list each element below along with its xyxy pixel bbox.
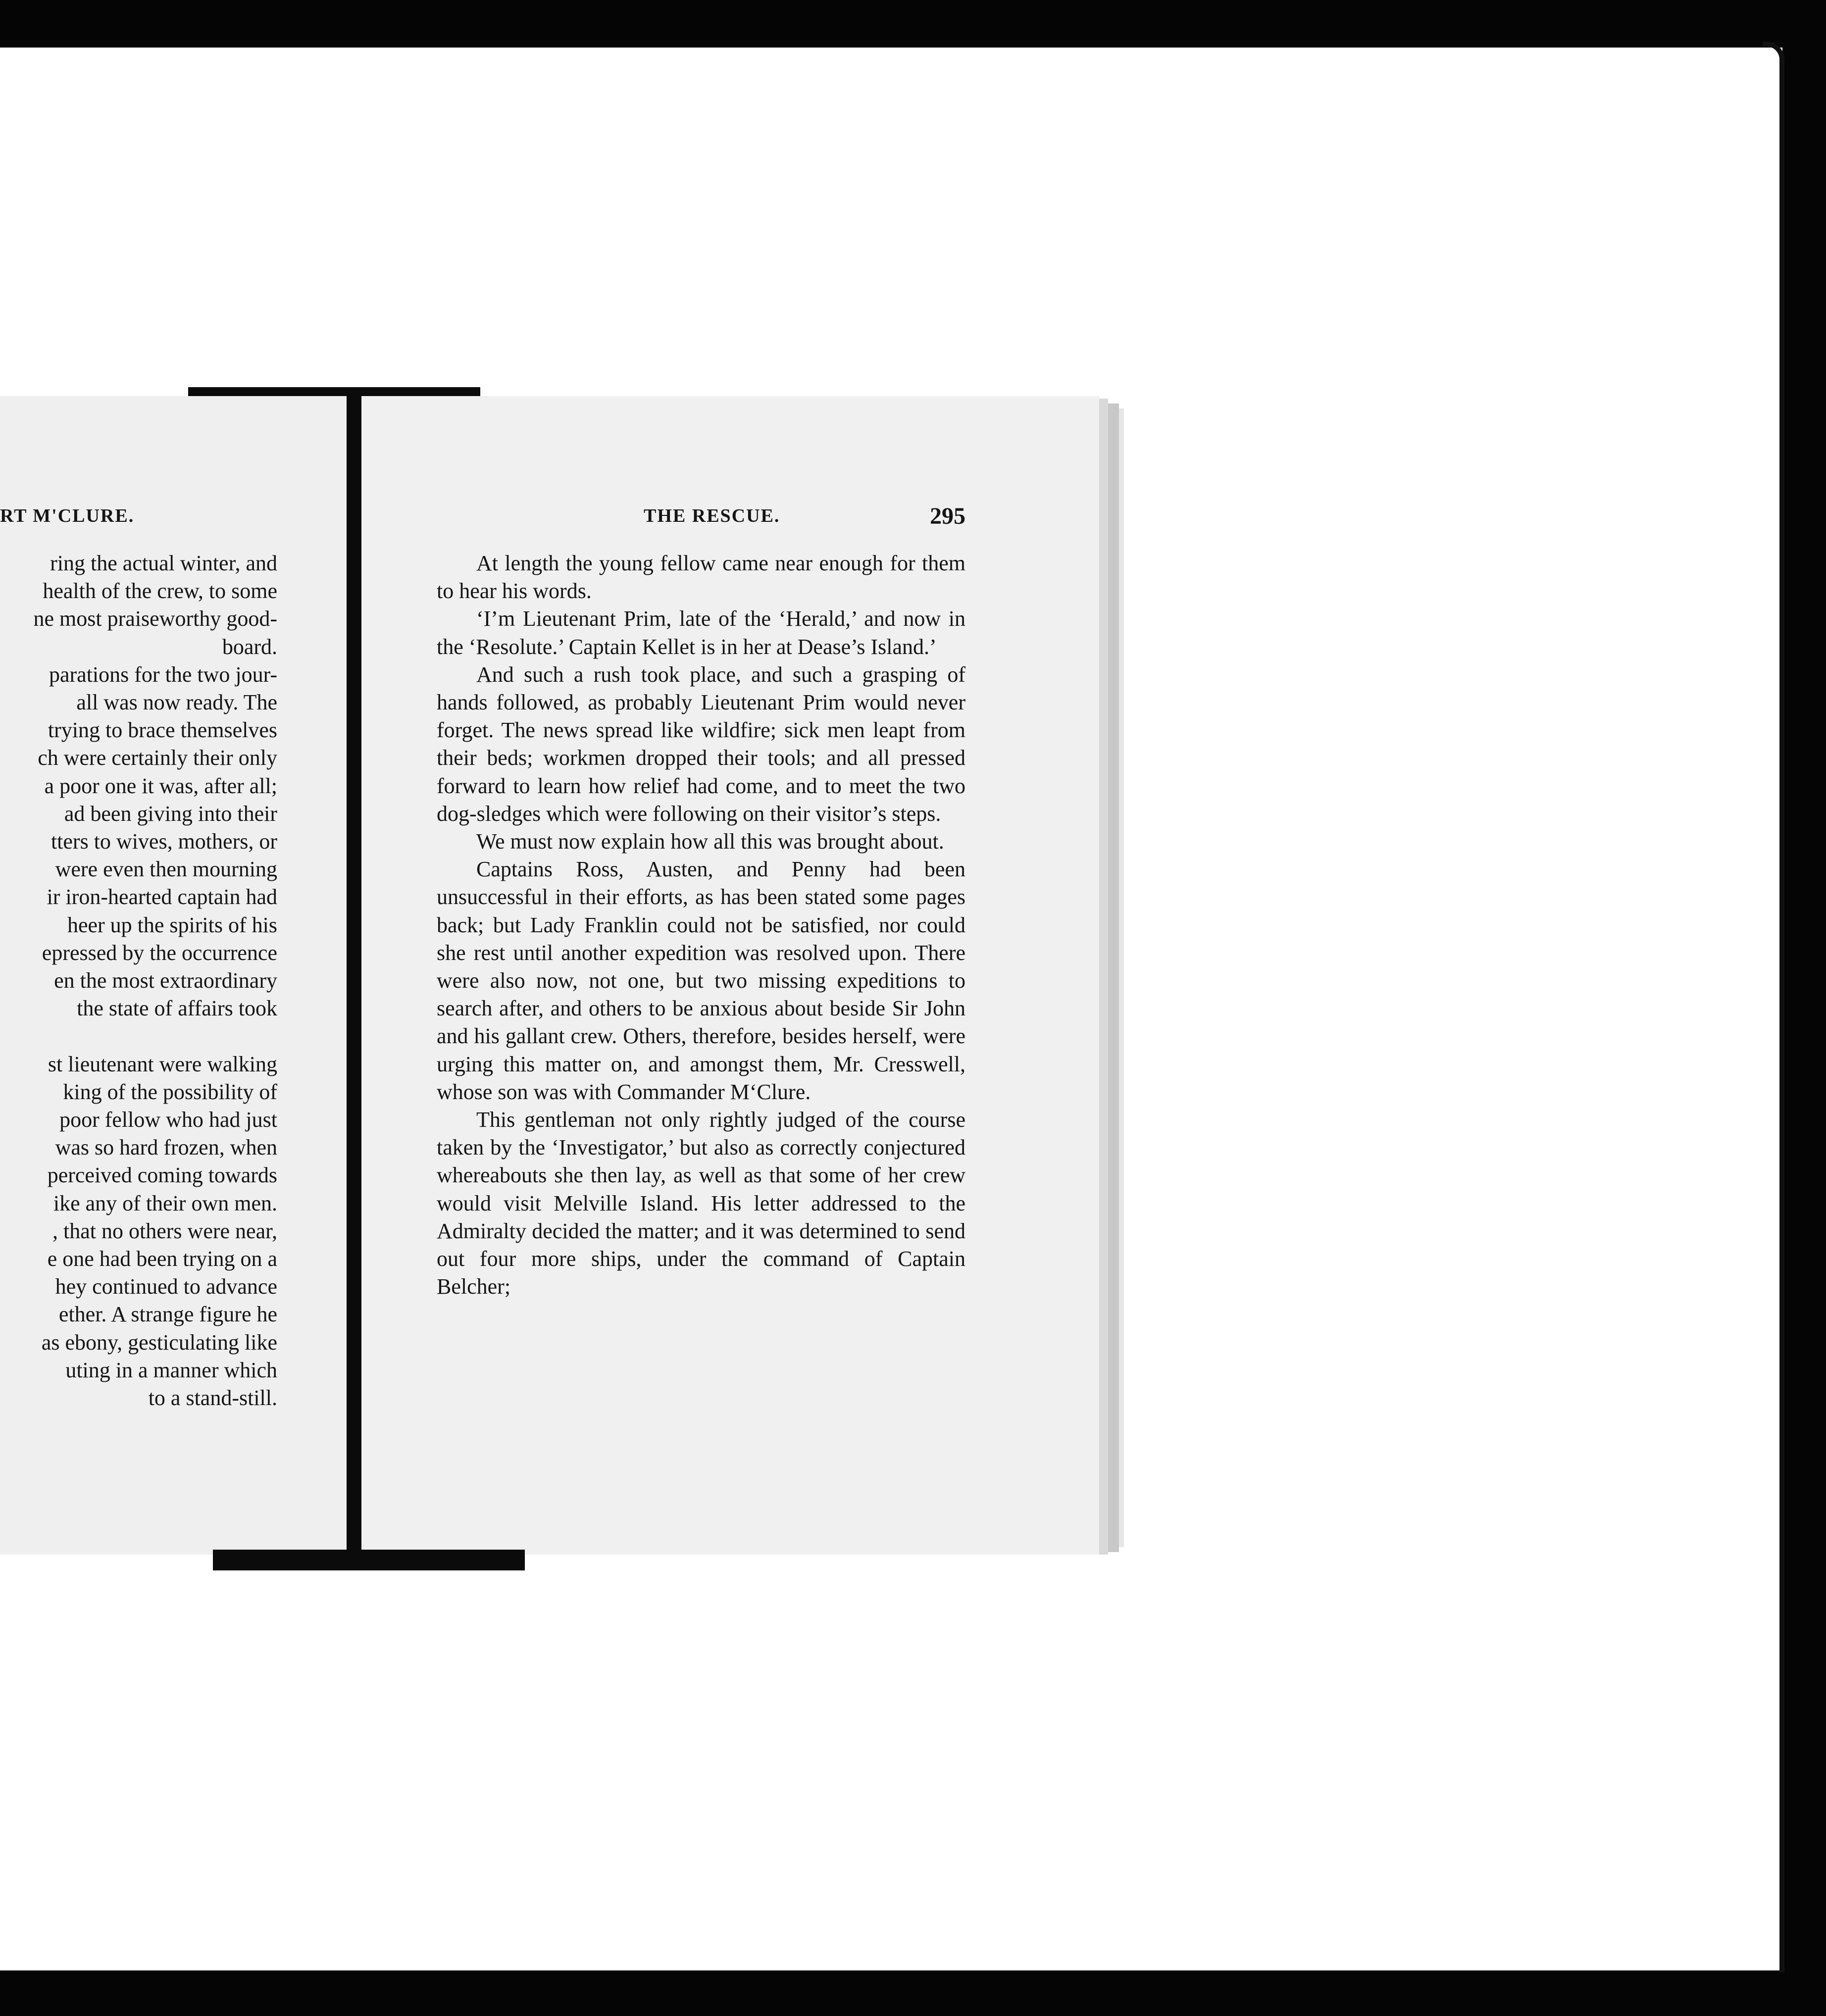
paragraph: We must now explain how all this was brought about. xyxy=(476,829,944,854)
text-line: ne most praiseworthy good- xyxy=(33,606,277,631)
text-line: en the most extraordinary xyxy=(54,968,277,993)
frame-edge xyxy=(1763,42,1784,1972)
right-page-text xyxy=(437,550,965,1301)
page-stack-edge xyxy=(1119,408,1124,1547)
binding-bottom xyxy=(213,1550,525,1570)
text-line: epressed by the occurrence xyxy=(42,940,277,965)
film-border-bottom xyxy=(0,1970,1826,2016)
text-line: poor fellow who had just xyxy=(59,1108,277,1132)
text-line: heer up the spirits of his xyxy=(67,912,277,937)
paragraph: At length the young fellow came near enough for them to hear his words. xyxy=(437,551,965,604)
text-line: was so hard frozen, when xyxy=(55,1135,277,1160)
text-line: st lieutenant were walking xyxy=(48,1052,277,1076)
film-border-top xyxy=(0,0,1826,48)
paragraph: This gentleman not only rightly judged of the course taken by the ‘Investigator,’ but also as correctly conjectured whereabouts she then lay, as well as that some of her crew would visit Melville Island. His letter addressed to the Admiralty decided the matter; and it was determined to send out four more ships, under the command of Captain Belcher; xyxy=(437,1108,965,1299)
text-line xyxy=(0,1022,277,1050)
paragraph: And such a rush took place, and such a grasping of hands followed, as probably Lieutenant Prim would never forget. The news spread like wildfire; sick men leapt from their beds; workmen dropped their tools; and all pressed forward to learn how relief had come, and to meet the two dog-sledges which were following on their visitor’s steps. xyxy=(437,662,965,826)
text-line: were even then mourning xyxy=(55,857,277,882)
text-line: uting in a manner which xyxy=(65,1358,277,1382)
text-line: e one had been trying on a xyxy=(47,1247,277,1271)
paragraph: ‘I’m Lieutenant Prim, late of the ‘Herald,’ and now in the ‘Resolute.’ Captain Kellet is in her at Dease’s Island.’ xyxy=(437,606,965,659)
text-line: ether. A strange figure he xyxy=(58,1302,277,1327)
text-line: , that no others were near, xyxy=(52,1218,277,1243)
text-line: ike any of their own men. xyxy=(53,1191,277,1215)
text-line: health of the crew, to some xyxy=(43,579,277,604)
text-line: as ebony, gesticulating like xyxy=(41,1330,277,1355)
text-line: a poor one it was, after all; xyxy=(44,773,277,798)
text-line: tters to wives, mothers, or xyxy=(51,829,277,854)
text-line: ad been giving into their xyxy=(64,801,277,826)
text-line: ring the actual winter, and xyxy=(50,551,277,575)
text-line: ch were certainly their only xyxy=(38,746,277,770)
right-running-header: THE RESCUE. xyxy=(644,505,780,526)
paragraph: Captains Ross, Austen, and Penny had been unsuccessful in their efforts, as has been stated some pages back; but Lady Franklin could not be satisfied, nor could she rest until another expedition was resolved upon. There were also now, not one, but two missing expeditions to search after, and others to be anxious about beside Sir John and his gallant crew. Others, therefore, besides herself, were urging this matter on, and amongst them, Mr. Cresswell, whose son was with Commander M‘Clure. xyxy=(437,857,965,1104)
page-stack-edge xyxy=(1099,399,1108,1555)
text-line: parations for the two jour- xyxy=(49,662,277,687)
text-line: to a stand-still. xyxy=(148,1386,277,1411)
page-stack-edge xyxy=(1108,403,1119,1552)
text-line: trying to brace themselves xyxy=(48,718,277,743)
text-line: the state of affairs took xyxy=(77,996,277,1021)
film-border-right xyxy=(1782,0,1826,2016)
book-spine xyxy=(347,391,361,1569)
text-line: perceived coming towards xyxy=(47,1163,277,1188)
text-line: board. xyxy=(222,634,277,659)
text-line: hey continued to advance xyxy=(55,1274,277,1299)
text-line: king of the possibility of xyxy=(63,1079,277,1104)
text-line: ir iron-hearted captain had xyxy=(47,885,277,909)
page-number: 295 xyxy=(930,503,965,529)
text-line: all was now ready. The xyxy=(76,690,277,715)
binding-top xyxy=(188,387,480,396)
left-page-text xyxy=(0,550,277,1412)
left-running-header: RT M'CLURE. xyxy=(0,505,135,526)
